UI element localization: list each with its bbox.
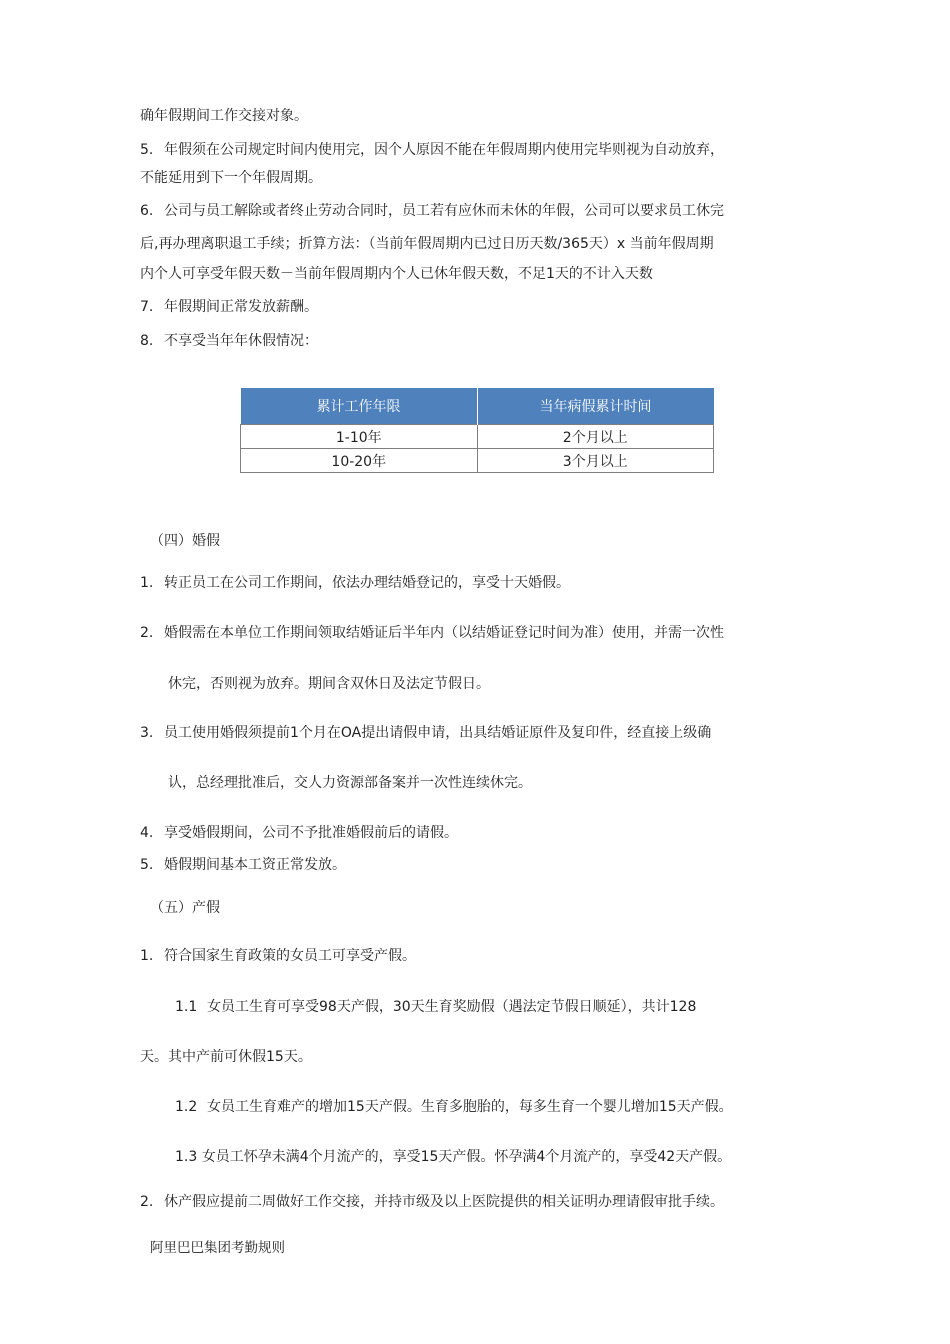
annual-item-7 <box>140 297 318 317</box>
section-title-marriage: （四）婚假 <box>150 533 220 549</box>
annual-item-6 <box>140 201 724 221</box>
marriage-item-3-cont: 认，总经理批准后，交人力资源部备案并一次性连续休完。 <box>168 775 532 791</box>
item-text: 符合国家生育政策的女员工可享受产假。 <box>164 948 416 964</box>
marriage-item-4 <box>140 823 458 843</box>
sick-leave-table <box>240 388 714 473</box>
item-text: 女员工生育难产的增加15天产假。生育多胞胎的，每多生育一个婴儿增加15天产假。 <box>207 1099 733 1115</box>
section-title-maternity: （五）产假 <box>150 900 220 916</box>
table-cell: 1-10年 <box>241 425 478 449</box>
item-number: 5. <box>140 857 154 873</box>
item-number: 5. <box>140 142 154 158</box>
item-text: 年假须在公司规定时间内使用完，因个人原因不能在年假周期内使用完毕则视为自动放弃， <box>164 142 724 158</box>
annual-item-5-cont: 不能延用到下一个年假周期。 <box>140 170 322 186</box>
table-row <box>241 449 714 473</box>
table-header-row <box>241 388 714 425</box>
annual-item-6-cont1: 后,再办理离职退工手续；折算方法：（当前年假周期内已过日历天数/365天）x 当前年假周期 <box>140 236 714 252</box>
maternity-item-2 <box>140 1192 724 1212</box>
item-text: 公司与员工解除或者终止劳动合同时，员工若有应休而未休的年假，公司可以要求员工休完 <box>164 203 724 219</box>
maternity-sub-1-2 <box>175 1097 733 1117</box>
table-cell: 10-20年 <box>241 449 478 473</box>
table-cell: 2个月以上 <box>477 425 714 449</box>
marriage-item-1 <box>140 573 570 593</box>
annual-item-6-cont2: 内个人可享受年假天数－当前年假周期内个人已休年假天数，不足1天的不计入天数 <box>140 266 653 282</box>
table-row <box>241 425 714 449</box>
table-header-cell: 当年病假累计时间 <box>477 388 714 425</box>
marriage-item-5 <box>140 855 346 875</box>
item-number: 2. <box>140 625 154 641</box>
annual-item-5 <box>140 140 724 160</box>
annual-line0: 确年假期间工作交接对象。 <box>140 108 308 124</box>
item-text: 不享受当年年休假情况： <box>164 333 318 349</box>
item-number: 1. <box>140 948 154 964</box>
marriage-item-2 <box>140 623 724 643</box>
item-text: 年假期间正常发放薪酬。 <box>164 299 318 315</box>
table-cell: 3个月以上 <box>477 449 714 473</box>
item-text: 享受婚假期间，公司不予批准婚假前后的请假。 <box>164 825 458 841</box>
table-header-cell: 累计工作年限 <box>241 388 478 425</box>
page-footer: 阿里巴巴集团考勤规则 <box>150 1240 285 1256</box>
item-text: 婚假期间基本工资正常发放。 <box>164 857 346 873</box>
item-number: 3. <box>140 725 154 741</box>
item-number: 2. <box>140 1194 154 1210</box>
item-text: 转正员工在公司工作期间，依法办理结婚登记的，享受十天婚假。 <box>164 575 570 591</box>
annual-item-8 <box>140 331 318 351</box>
item-number: 8. <box>140 333 154 349</box>
item-number: 1.2 <box>175 1099 198 1115</box>
maternity-sub-1-1 <box>175 997 696 1017</box>
marriage-item-3 <box>140 723 711 743</box>
item-text: 婚假需在本单位工作期间领取结婚证后半年内（以结婚证登记时间为准）使用，并需一次性 <box>164 625 724 641</box>
item-text: 休产假应提前二周做好工作交接，并持市级及以上医院提供的相关证明办理请假审批手续。 <box>164 1194 724 1210</box>
maternity-item-1 <box>140 946 416 966</box>
item-text: 员工使用婚假须提前1个月在OA提出请假申请，出具结婚证原件及复印件，经直接上级确 <box>164 725 712 741</box>
maternity-sub-1-3: 1.3 女员工怀孕未满4个月流产的，享受15天产假。怀孕满4个月流产的，享受42天产假。 <box>175 1149 732 1165</box>
marriage-item-2-cont: 休完，否则视为放弃。期间含双休日及法定节假日。 <box>168 676 490 692</box>
item-number: 1.1 <box>175 999 198 1015</box>
item-number: 7. <box>140 299 154 315</box>
item-number: 6. <box>140 203 154 219</box>
item-text: 女员工生育可享受98天产假，30天生育奖励假（遇法定节假日顺延），共计128 <box>207 999 697 1015</box>
item-number: 4. <box>140 825 154 841</box>
maternity-sub-1-1-cont: 天。其中产前可休假15天。 <box>140 1049 312 1065</box>
item-number: 1. <box>140 575 154 591</box>
